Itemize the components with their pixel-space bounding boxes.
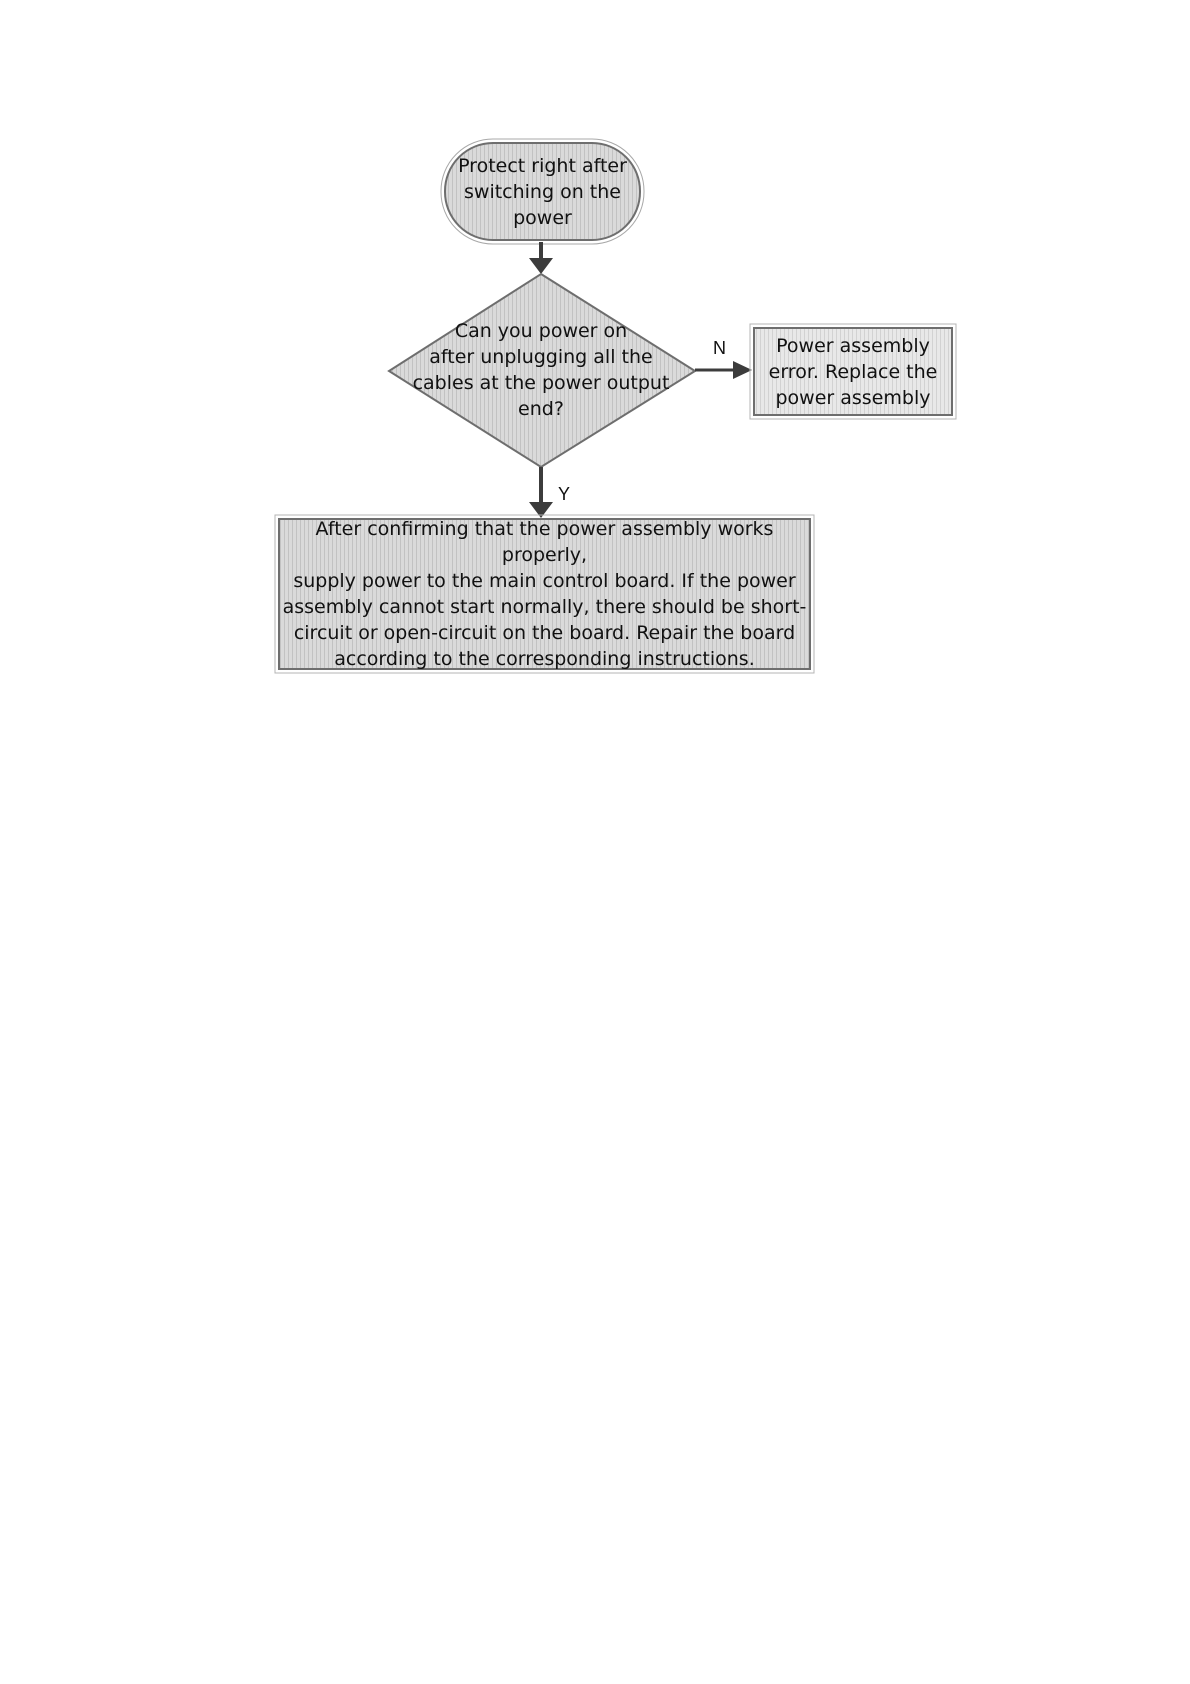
flowchart (0, 0, 1190, 700)
yes-branch-label: Y (558, 484, 571, 504)
decision-text: Can you power on after unplugging all the cables at the power output end? (412, 320, 670, 420)
arrowhead-start-to-decision (529, 258, 553, 274)
no-result-text: Power assembly error. Replace the power assembly (768, 334, 938, 409)
yes-result-text: After confirming that the power assembly works properly, supply power to the main control board. If the power assembly cannot start normally, there should be short- circuit or open-circuit on the board. Repair the board according to the corresponding instructions. (282, 518, 807, 670)
no-branch-label: N (713, 338, 726, 358)
start-terminator-text: Protect right after switching on the power (458, 155, 627, 229)
arrowhead-decision-no (733, 361, 752, 379)
